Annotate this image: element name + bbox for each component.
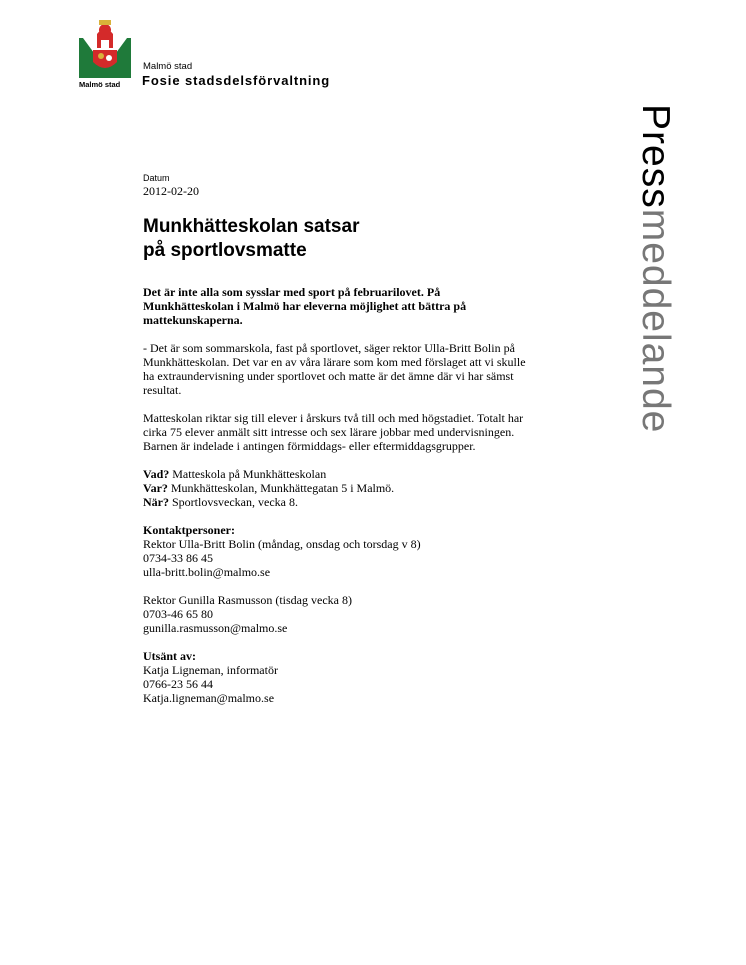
sender-email: Katja.ligneman@malmo.se (143, 691, 275, 705)
org-name: Fosie stadsdelsförvaltning (142, 73, 331, 88)
body-paragraph (143, 411, 583, 453)
facts-block (143, 467, 583, 509)
headline-line: på sportlovsmatte (143, 240, 307, 261)
contact-person-1 (143, 523, 583, 579)
text-line: resultat. (143, 383, 182, 397)
doc-type-part2: meddelande (634, 208, 677, 434)
contacts-heading: Kontaktpersoner: (143, 523, 235, 537)
fact-label: Var? (143, 481, 168, 495)
fact-label: När? (143, 495, 169, 509)
contact-person-2 (143, 593, 583, 635)
contact-name: Rektor Gunilla Rasmusson (tisdag vecka 8) (143, 593, 352, 607)
contact-email: gunilla.rasmusson@malmo.se (143, 621, 288, 635)
text-line: cirka 75 elever anmält sitt intresse och sex lärare jobbar med undervisningen. (143, 425, 515, 439)
fact-value: Munkhätteskolan, Munkhättegatan 5 i Malmö. (170, 481, 395, 495)
contact-email: ulla-britt.bolin@malmo.se (143, 565, 271, 579)
fact-value: Sportlovsveckan, vecka 8. (172, 495, 298, 509)
text-line: ha extraundervisning under sportlovet och matte är det ämne där vi har sämst (143, 369, 514, 383)
contact-phone: 0703-46 65 80 (143, 607, 213, 621)
headline-line: Munkhätteskolan satsar (143, 216, 360, 237)
date-value: 2012-02-20 (143, 184, 199, 198)
body-paragraph (143, 341, 583, 397)
text-line: mattekunskaperna. (143, 313, 243, 327)
fact-row (143, 481, 583, 495)
fact-label: Vad? (143, 467, 170, 481)
sender-block (143, 649, 583, 705)
lead-paragraph (143, 285, 583, 327)
doc-type-part1: Press (634, 104, 677, 209)
text-line: Munkhätteskolan i Malmö har eleverna möjlighet att bättra på (143, 299, 467, 313)
contact-name: Rektor Ulla-Britt Bolin (måndag, onsdag och torsdag v 8) (143, 537, 421, 551)
sender-name: Katja Ligneman, informatör (143, 663, 278, 677)
fact-row (143, 495, 583, 509)
fact-value: Matteskola på Munkhätteskolan (172, 467, 327, 481)
headline (143, 215, 583, 263)
text-line: - Det är som sommarskola, fast på sportlovet, säger rektor Ulla-Britt Bolin på (143, 341, 515, 355)
contact-phone: 0734-33 86 45 (143, 551, 213, 565)
text-line: Munkhätteskolan. Det var en av våra lärare som kom med förslaget att vi skulle (143, 355, 526, 369)
text-line: Matteskolan riktar sig till elever i årskurs två till och med högstadiet. Totalt har (143, 411, 524, 425)
org-city: Malmö stad (143, 61, 193, 72)
malmo-stad-logo (79, 20, 131, 78)
date-label: Datum (143, 173, 170, 183)
sender-heading: Utsänt av: (143, 649, 196, 663)
text-line: Det är inte alla som sysslar med sport på februarilovet. På (143, 285, 441, 299)
text-line: Barnen är indelade i antingen förmiddags- eller eftermiddagsgrupper. (143, 439, 476, 453)
logo-caption: Malmö stad (79, 80, 121, 89)
sender-phone: 0766-23 56 44 (143, 677, 213, 691)
fact-row (143, 467, 583, 481)
press-release-body (143, 173, 583, 719)
document-type-vertical (636, 104, 675, 433)
